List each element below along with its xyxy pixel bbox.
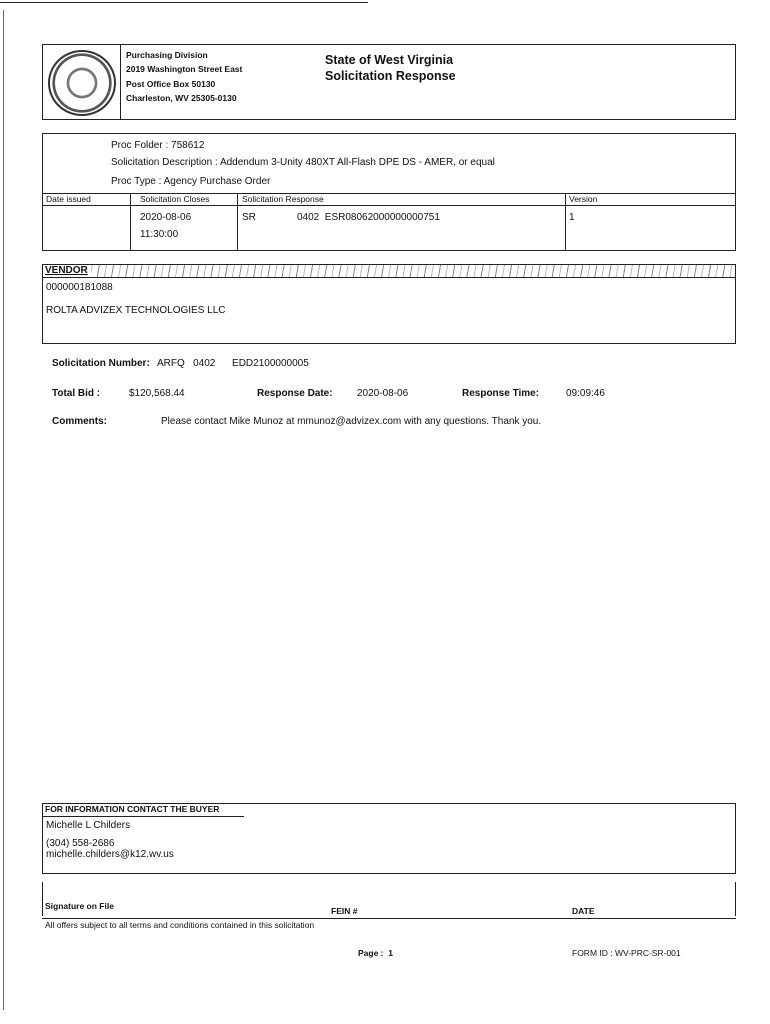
response-date-value: 2020-08-06 bbox=[357, 388, 409, 399]
signature-right-edge bbox=[735, 882, 736, 916]
left-margin-rule bbox=[3, 10, 4, 1010]
comments-label: Comments: bbox=[52, 416, 108, 427]
vendor-name: ROLTA ADVIZEX TECHNOLOGIES LLC bbox=[46, 305, 226, 316]
closes-date: 2020-08-06 bbox=[140, 212, 192, 223]
table-col-divider-1 bbox=[130, 193, 131, 251]
fein-label: FEIN # bbox=[331, 906, 358, 916]
th-solicitation-response: Solicitation Response bbox=[242, 194, 324, 204]
proc-type: Proc Type : Agency Purchase Order bbox=[111, 176, 271, 187]
response-prefix: SR bbox=[242, 212, 256, 223]
terms-notice: All offers subject to all terms and conditions contained in this solicitation bbox=[45, 920, 315, 930]
response-time-value: 09:09:46 bbox=[566, 388, 605, 399]
closes-time: 11:30:00 bbox=[140, 229, 179, 240]
version-value: 1 bbox=[569, 212, 575, 223]
th-date-issued: Date issued bbox=[46, 194, 91, 204]
document-title-line2: Solicitation Response bbox=[325, 69, 456, 83]
th-solicitation-closes: Solicitation Closes bbox=[140, 194, 210, 204]
vendor-header-bar bbox=[42, 264, 736, 278]
form-id: FORM ID : WV-PRC-SR-001 bbox=[572, 948, 681, 958]
address-line-3: Post Office Box 50130 bbox=[126, 79, 216, 89]
table-header-rule bbox=[42, 205, 736, 206]
document-title-line1: State of West Virginia bbox=[325, 53, 454, 67]
response-time-label: Response Time: bbox=[462, 388, 540, 399]
contact-heading: FOR INFORMATION CONTACT THE BUYER bbox=[45, 804, 220, 814]
total-bid-value: $120,568.44 bbox=[129, 388, 185, 399]
signature-left-edge bbox=[42, 882, 43, 916]
buyer-name: Michelle L Childers bbox=[46, 820, 131, 831]
solicitation-description: Solicitation Description : Addendum 3-Unity 480XT All-Flash DPE DS - AMER, or equal bbox=[111, 157, 495, 168]
th-version: Version bbox=[569, 194, 598, 204]
top-rule bbox=[0, 2, 368, 3]
response-date-label: Response Date: bbox=[257, 388, 333, 399]
proc-folder: Proc Folder : 758612 bbox=[111, 140, 205, 151]
state-seal-icon bbox=[48, 50, 116, 116]
header-divider bbox=[120, 44, 121, 120]
page-number: Page : 1 bbox=[358, 948, 393, 958]
address-line-4: Charleston, WV 25305-0130 bbox=[126, 93, 237, 103]
total-bid-label: Total Bid : bbox=[52, 388, 101, 399]
contact-heading-rule bbox=[42, 816, 244, 817]
date-label: DATE bbox=[572, 906, 595, 916]
vendor-number: 000000181088 bbox=[46, 282, 113, 293]
signature-label: Signature on File bbox=[45, 901, 114, 911]
address-line-2: 2019 Washington Street East bbox=[126, 64, 243, 74]
table-col-divider-2 bbox=[237, 193, 238, 251]
buyer-phone: (304) 558-2686 bbox=[46, 838, 115, 849]
buyer-email: michelle.childers@k12.wv.us bbox=[46, 849, 174, 860]
table-col-divider-3 bbox=[565, 193, 566, 251]
signature-rule bbox=[42, 918, 736, 919]
address-line-1: Purchasing Division bbox=[126, 50, 208, 60]
solicitation-number-value: ARFQ 0402 EDD2100000005 bbox=[157, 358, 309, 369]
response-number: 0402 ESR08062000000000751 bbox=[297, 212, 440, 223]
solicitation-number-label: Solicitation Number: bbox=[52, 358, 150, 369]
comments-value: Please contact Mike Munoz at mmunoz@advizex.com with any questions. Thank you. bbox=[161, 416, 542, 427]
vendor-label: VENDOR bbox=[45, 265, 91, 277]
